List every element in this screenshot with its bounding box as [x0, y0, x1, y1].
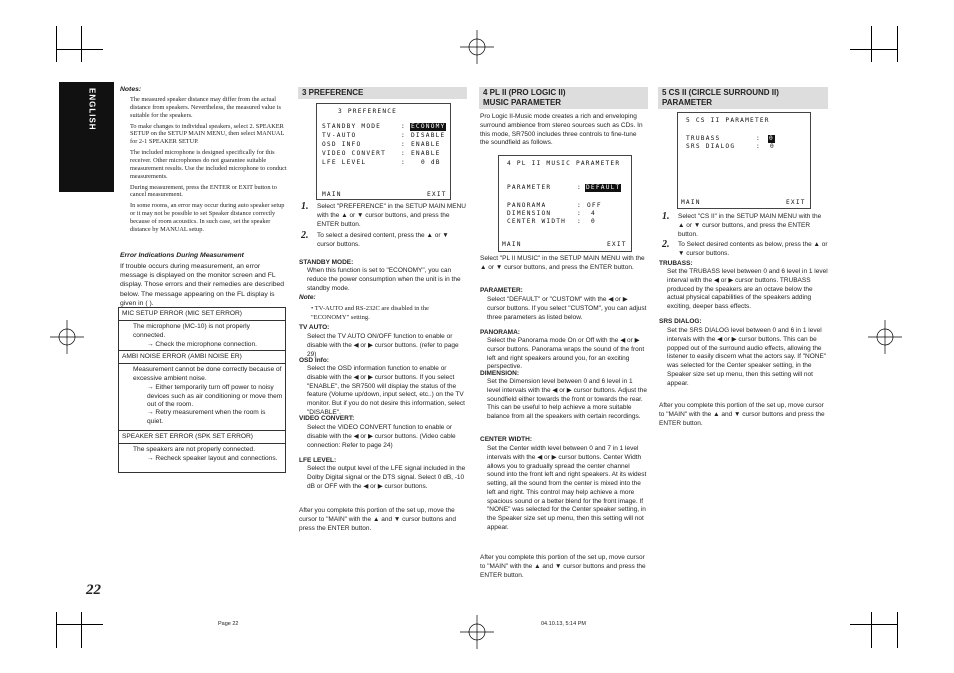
tvauto-heading: TV AUTO: — [299, 324, 330, 331]
notes-item: During measurement, press the ENTER or EXIT button to cancel measurement. — [130, 183, 277, 199]
crop-mark — [56, 624, 103, 625]
crop-mark — [871, 612, 872, 648]
error-row-head: AMBI NOISE ERROR (AMBI NOISE ER) — [122, 353, 242, 360]
notes-item: The measured speaker distance may differ from the actual distance from speakers. Nevertheless, the measured value is suitable for the speakers. — [130, 96, 281, 119]
step-1-text: Select "PREFERENCE" in the SETUP MAIN MENU with the ▲ or ▼ cursor buttons, and press the ENTER button. — [317, 203, 466, 228]
error-row-head: MIC SETUP ERROR (MIC SET ERROR) — [122, 310, 242, 317]
screen-value: 0 — [770, 143, 775, 150]
standby-heading: STANDBY MODE: — [299, 259, 354, 266]
screen-main: MAIN — [502, 241, 522, 248]
vc-heading: VIDEO CONVERT: — [299, 415, 355, 422]
cs-screen — [677, 112, 811, 209]
pl-screen — [498, 155, 632, 252]
note-heading: Note: — [299, 294, 316, 301]
notes-item: To make changes to individual speakers, select 2. SPEAKER SETUP on the SETUP MAIN MENU, then select MANUAL for 2-1 SPEAKER SETUP. — [130, 122, 285, 146]
sd-heading: SRS DIALOG: — [659, 318, 702, 325]
param-text: Select "DEFAULT" or "CUSTOM" with the ◀ or ▶ cursor buttons. If you select "CUSTOM", you can adjust three parameters as listed below. — [487, 296, 647, 321]
pl-intro: Pro Logic II-Music mode creates a rich and enveloping surround ambience from stereo sources such as CDs. In this mode, SR7500 includes three controls to fine-tune the soundfield as follows. — [480, 113, 643, 147]
screen-label: PANORAMA — [507, 202, 547, 209]
dim-text: Set the Dimension level between 0 and 6 level in 1 level intervals with the ◀ or ▶ cursor buttons. Adjust the soundfield either towards the front or towards the rear. This can be useful to help achieve a more suitable balance from all the speakers with certain recordings. — [487, 378, 647, 421]
screen-title: 3 PREFERENCE — [338, 108, 398, 115]
error-row-remedy: → Retry measurement when the room is quiet. — [147, 409, 266, 425]
notes-item: In some rooms, an error may occur during auto speaker setup or it may not be possible to set Speaker distance correctly because of room acoustics. In such case, set the speaker distance by MANUAL setup. — [130, 202, 285, 233]
footer-timestamp: 04.10.13, 5:14 PM — [541, 621, 586, 627]
error-row-remedy: → Check the microphone connection. — [147, 341, 257, 348]
screen-title: 4 PL II MUSIC PARAMETER — [507, 160, 621, 167]
errors-title: Error Indications During Measurement — [120, 252, 244, 259]
screen-main: MAIN — [322, 191, 342, 198]
osd-text: Select the OSD information function to enable or disable with the ◀ or ▶ cursor buttons. If you select "ENABLE", the SR7500 will display the status of the feature (Volume up/down, input select, etc..) on the TV monitor. But if you do not desire this information, select "DISABLE". — [307, 365, 465, 416]
tb-heading: TRUBASS: — [659, 260, 693, 267]
footer-page: Page 22 — [218, 621, 239, 627]
error-row-body: The speakers are not properly connected. — [133, 446, 256, 453]
screen-value: 0 — [591, 218, 596, 225]
error-row-body: The microphone (MC-10) is not properly connected. — [133, 323, 250, 339]
registration-mark — [50, 320, 84, 354]
divider — [119, 430, 285, 431]
registration-mark — [460, 615, 494, 649]
screen-colon: : — [756, 143, 761, 150]
crop-mark — [81, 26, 82, 62]
screen-label: LFE LEVEL — [322, 159, 367, 166]
screen-value: ENABLE — [411, 150, 441, 157]
vc-text: Select the VIDEO CONVERT function to enable or disable with the ◀ or ▶ cursor buttons. (Video cable connection: Refer to page 24) — [307, 424, 456, 449]
screen-label: SRS DIALOG — [686, 143, 736, 150]
screen-value: 0 dB — [421, 159, 441, 166]
section-heading — [479, 87, 648, 109]
heading-line: 4 PL II (PRO LOGIC II) — [483, 88, 566, 97]
pan-text: Select the Panorama mode On or Off with the ◀ or ▶ cursor buttons. Panorama wraps the sound of the front left and right speakers around you, for an exciting perspective. — [487, 337, 645, 371]
registration-mark — [460, 30, 494, 64]
screen-value: 4 — [591, 210, 596, 217]
cw-heading: CENTER WIDTH: — [480, 436, 532, 443]
screen-label: CENTER WIDTH — [507, 218, 567, 225]
errors-intro: If trouble occurs during measurement, an error message is displayed on the monitor screen and FL display. Those errors and their remedies are described below. The message appearing on the FL display is given in ( ). — [120, 263, 285, 307]
screen-value: ECONOMY — [411, 123, 446, 130]
screen-label: DIMENSION — [507, 210, 552, 217]
crop-mark — [897, 612, 898, 648]
screen-title: 5 CS II PARAMETER — [686, 117, 770, 124]
crop-mark — [56, 49, 103, 50]
screen-colon: : — [401, 141, 406, 148]
notes-title: Notes: — [120, 86, 142, 93]
step-1-text: Select "CS II" in the SETUP MAIN MENU with the ▲ or ▼ cursor buttons, and press the ENTER button. — [678, 213, 822, 238]
tvauto-text: Select the TV AUTO ON/OFF function to enable or disable with the ◀ or ▶ cursor buttons. (refer to page 29) — [307, 333, 459, 358]
after-text: After you complete this portion of the set up, move cursor to "MAIN" with the ▲ and ▼ cursor buttons and press the ENTER button. — [480, 554, 646, 579]
screen-colon: : — [577, 210, 582, 217]
error-row-remedy: → Either temporarily turn off power to noisy devices such as air conditioning or move them out of the room. — [147, 384, 283, 409]
divider — [119, 443, 285, 444]
pan-heading: PANORAMA: — [480, 329, 520, 336]
screen-colon: : — [401, 123, 406, 130]
divider — [119, 363, 285, 364]
osd-heading: OSD Info: — [299, 357, 329, 364]
lfe-heading: LFE LEVEL: — [299, 457, 337, 464]
screen-label: TRUBASS — [686, 135, 721, 142]
crop-mark — [81, 612, 82, 648]
screen-colon: : — [401, 132, 406, 139]
page-number: 22 — [86, 582, 101, 598]
after-text: After you complete this portion of the set up, move cursor to "MAIN" with the ▲ and ▼ cursor buttons and press the ENTER button. — [659, 402, 825, 427]
screen-label: VIDEO CONVERT — [322, 150, 387, 157]
pl-select: Select "PL II MUSIC" in the SETUP MAIN MENU with the ▲ or ▼ cursor buttons, and press the ENTER button. — [480, 255, 645, 271]
section-heading: 3 PREFERENCE — [298, 87, 467, 99]
registration-mark — [868, 320, 902, 354]
language-label: ENGLISH — [87, 88, 97, 131]
section-heading — [658, 87, 828, 109]
screen-exit: EXIT — [607, 241, 627, 248]
screen-exit: EXIT — [786, 199, 806, 206]
preference-screen — [316, 103, 451, 200]
screen-label: TV-AUTO — [322, 132, 357, 139]
divider — [119, 350, 285, 351]
error-table — [118, 307, 286, 473]
notes-item: The included microphone is designed specifically for this receiver. Other microphones do not guarantee suitable measurement results. Use the included microphone to conduct measurements. — [130, 149, 287, 180]
screen-value: OFF — [587, 202, 602, 209]
tb-text: Set the TRUBASS level between 0 and 6 level in 1 level interval with the ◀ or ▶ cursor buttons. TRUBASS produced by the speakers are an octave below the actual physical capabilities of the speakers adding exciting, deeper bass effects. — [667, 268, 828, 311]
step-2-text: To Select desired contents as below, press the ▲ or ▼ cursor buttons. — [678, 241, 828, 257]
crop-mark — [850, 49, 897, 50]
heading-line: PARAMETER — [662, 97, 713, 107]
divider — [119, 320, 285, 321]
error-row-remedy: → Recheck speaker layout and connections. — [147, 455, 278, 462]
notes-list — [130, 96, 287, 234]
lfe-text: Select the output level of the LFE signal included in the Dolby Digital signal or the DTS signal. Select 0 dB, -10 dB or OFF with the ◀ or ▶ cursor buttons. — [307, 465, 466, 490]
screen-value: ENABLE — [411, 141, 441, 148]
dim-heading: DIMENSION: — [480, 370, 519, 377]
cw-text: Set the Center width level between 0 and 7 in 1 level intervals with the ◀ or ▶ cursor buttons. Center Width allows you to gradually spread the center channel sound into the front left and right speakers. At its widest setting, all the sound from the center is mixed into the left and right. This control may help achieve a more spacious sound or a better blend for the front image. If "NONE" was selected for the Center speaker setting, in the Speaker size set up menu, then this setting will not appear. — [487, 445, 647, 531]
after-text: After you complete this portion of the set up, move the cursor to "MAIN" with the ▲ and ▼ cursor buttons and press the ENTER button. — [299, 507, 456, 532]
note-text: • TV-AUTO and RS-232C are disabled in the "ECONOMY" setting. — [311, 305, 429, 321]
screen-exit: EXIT — [427, 191, 447, 198]
screen-colon: : — [577, 218, 582, 225]
crop-mark — [56, 26, 57, 62]
crop-mark — [871, 26, 872, 62]
step-2-text: To select a desired content, press the ▲ or ▼ cursor buttons. — [317, 232, 449, 248]
screen-value: DEFAULT — [586, 184, 621, 191]
screen-colon: : — [756, 135, 761, 142]
screen-label: OSD INFO — [322, 141, 362, 148]
error-row-head: SPEAKER SET ERROR (SPK SET ERROR) — [122, 433, 253, 440]
screen-colon: : — [401, 159, 406, 166]
sd-text: Set the SRS DIALOG level between 0 and 6 in 1 level intervals with the ◀ or ▶ cursor buttons. This can be popped out of the surround audio effects, allowing the listener to easily discern what the actors say. If "NONE" was selected for the Center speaker setting, in the Speaker size set up menu, then this setting will not appear. — [667, 327, 827, 387]
crop-mark — [56, 612, 57, 648]
screen-main: MAIN — [681, 199, 701, 206]
error-row-body: Measurement cannot be done correctly because of excessive ambient noise. — [133, 366, 282, 382]
screen-label: STANDBY MODE — [322, 123, 382, 130]
crop-mark — [850, 624, 897, 625]
screen-colon: : — [577, 184, 582, 191]
param-heading: PARAMETER: — [480, 287, 523, 294]
heading-line: 5 CS II (CIRCLE SURROUND II) — [662, 88, 779, 97]
screen-label: PARAMETER — [507, 184, 552, 191]
screen-colon: : — [401, 150, 406, 157]
screen-value: DISABLE — [411, 132, 446, 139]
screen-value: 0 — [769, 135, 774, 142]
crop-mark — [897, 26, 898, 62]
screen-colon: : — [577, 202, 582, 209]
standby-text: When this function is set to "ECONOMY", you can reduce the power consumption when the unit is in the standby mode. — [307, 267, 461, 292]
heading-line: MUSIC PARAMETER — [483, 97, 562, 107]
